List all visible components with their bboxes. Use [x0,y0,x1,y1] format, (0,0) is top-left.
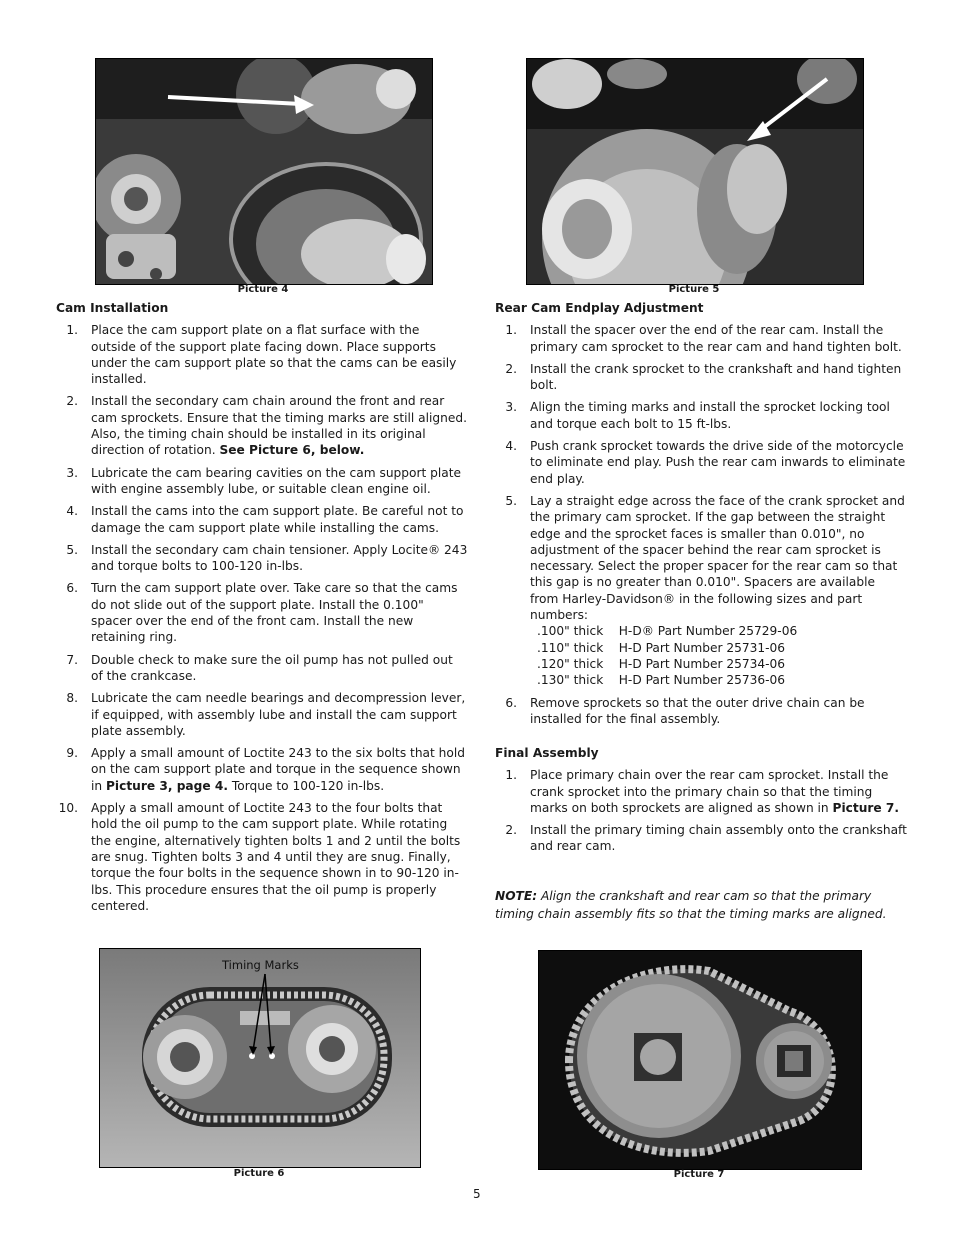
picture-7-caption: Picture 7 [673,1169,725,1180]
cam-installation-steps [56,322,468,914]
page-number: 5 [473,1187,481,1201]
picture-6-caption: Picture 6 [233,1168,285,1179]
list-item: 9. Apply a small amount of Loctite 243 to the six bolts that hold on the cam support plate and torque in the sequence shown in Picture 3, page 4. Torque to 100-120 in-lbs. [66,746,465,793]
list-item: 3. Align the timing marks and install the sprocket locking tool and torque each bolt to 15 ft-lbs. [505,400,890,431]
list-item: 1. Place primary chain over the rear cam sprocket. Install the crank sprocket into the primary chain so that the timing marks on both sprockets are aligned as shown in Picture 7. [505,768,900,815]
rear-cam-section [495,300,907,727]
part-row: .120" thick H-D Part Number 25734-06 [537,656,786,671]
cam-chain-timing-image [100,949,420,1167]
picture-6-photo [99,948,421,1168]
list-item: 6. Turn the cam support plate over. Take care so that the cams do not slide out of the support plate. Install the 0.100" spacer over the end of the front cam. Install the new retaining ring. [66,581,458,645]
list-item: 7. Double check to make sure the oil pump has not pulled out of the crankcase. [66,652,453,683]
list-item: 2. Install the primary timing chain assembly onto the crankshaft and rear cam. [505,823,907,854]
primary-chain-sprockets-image [539,951,861,1169]
list-item: 5. Lay a straight edge across the face of the crank sprocket and the primary cam sprocket. If the gap between the straight edge and the sprocket faces is smaller than 0.010", no adjustment of the spacer behind the rear cam sprocket is necessary. Select the proper spacer for the rear cam so that this gap is no greater than 0.010". Spacers are available from Harley-Davidson® in the following sizes and part numbers: .100" thick H-D® Part Number 25729-06 .110" thick H-D Part Number 25731-06 .120" thick H-D Part Number 25734-06 .130" thick H-D Part Number 25736-06 [495,493,907,689]
list-item: 3. Lubricate the cam bearing cavities on the cam support plate with engine assembly lube, or suitable clean engine oil. [66,465,462,496]
list-item: 1. Install the spacer over the end of the rear cam. Install the primary cam sprocket to the rear cam and hand tighten bolt. [505,323,902,354]
final-assembly-heading: Final Assembly [495,746,599,760]
part-row: .130" thick H-D Part Number 25736-06 [537,673,786,688]
picture-4-caption: Picture 4 [237,284,289,295]
list-item: 1. Place the cam support plate on a flat surface with the outside of the support plate facing down. Place supports under the cam support plate so that the cams can be easily installed. [66,323,457,387]
list-item: 4. Push crank sprocket towards the drive side of the motorcycle to eliminate end play. Push the rear cam inwards to eliminate end play. [505,439,906,486]
part-row: .100" thick H-D® Part Number 25729-06 [537,624,798,639]
list-item: 4. Install the cams into the cam support plate. Be careful not to damage the cam support plate while installing the cams. [66,504,464,535]
cam-sprocket-image [527,59,863,284]
picture-5-photo [526,58,864,285]
rear-cam-heading: Rear Cam Endplay Adjustment [495,301,704,315]
note-paragraph [495,888,895,923]
picture-5-caption: Picture 5 [668,284,720,295]
final-assembly-section [495,745,907,855]
list-item: 6. Remove sprockets so that the outer drive chain can be installed for the final assembly. [505,695,865,726]
final-assembly-steps [495,767,907,854]
note-text: Align the crankshaft and rear cam so that the primary timing chain assembly fits so that the timing marks are aligned. [495,889,887,921]
list-item: 2. Install the secondary cam chain around the front and rear cam sprockets. Ensure that the timing marks are still aligned. Also, the timing chain should be installed in its original direction of rotation. See Picture 6, below. [66,394,467,458]
part-row: .110" thick H-D Part Number 25731-06 [537,640,786,655]
note-label: NOTE: [495,889,538,903]
rear-cam-steps [495,322,907,727]
picture-4-photo [95,58,433,285]
list-item: 2. Install the crank sprocket to the crankshaft and hand tighten bolt. [505,361,902,393]
engine-cam-bearing-image [96,59,432,284]
list-item: 5. Install the secondary cam chain tensioner. Apply Locite® 243 and torque bolts to 100-120 in-lbs. [66,542,468,574]
cam-installation-section [56,300,468,914]
spacer-parts-list [530,623,907,688]
picture-7-photo [538,950,862,1170]
list-item: 10. Apply a small amount of Loctite 243 to the four bolts that hold the oil pump to the cam support plate. While rotating the engine, alternatively tighten bolts 1 and 2 until the bolts are snug. Tighten bolts 3 and 4 until they are snug. Finally, torque the four bolts in the sequence shown in to 90-120 in-lbs. This procedure ensures that the oil pump is properly centered. [58,801,461,913]
cam-installation-heading: Cam Installation [56,301,169,315]
list-item: 8. Lubricate the cam needle bearings and decompression lever, if equipped, with assembly lube and install the cam support plate assembly. [66,691,466,738]
timing-marks-label: Timing Marks [222,958,299,972]
